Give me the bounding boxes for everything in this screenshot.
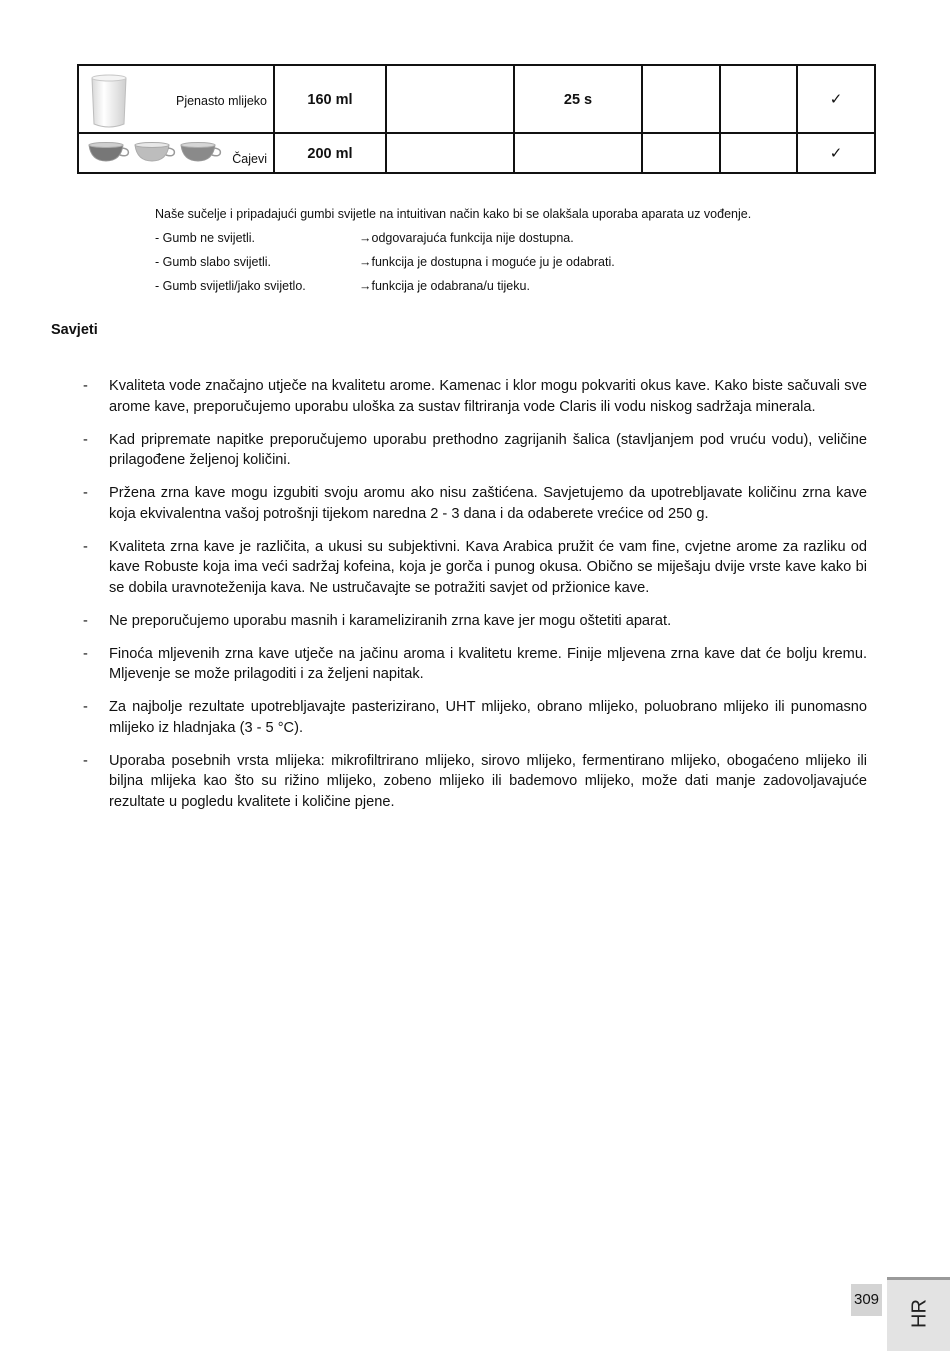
drink-name: Čajevi <box>232 152 267 166</box>
list-item <box>82 644 867 685</box>
tea-cups-icon <box>87 140 223 164</box>
tea-cup-icon <box>133 140 177 164</box>
legend-row <box>155 279 751 303</box>
list-dash: - <box>83 612 88 629</box>
tip-text: Kvaliteta vode značajno utječe na kvalitetu arome. Kamenac i klor mogu pokvariti okus kave. Kako biste sačuvali sve arome kave, preporučujemo uporabu uloška za sustav filtriranja vode Claris ili vodu niskog sadržaja minerala. <box>109 378 867 415</box>
legend-state: - Gumb ne svijetli. <box>155 231 256 245</box>
page-number: 309 <box>851 1284 882 1316</box>
latte-glass-icon <box>89 72 129 130</box>
section-title: Savjeti <box>51 322 98 338</box>
legend-meaning: →funkcija je odabrana/u tijeku. <box>359 279 530 293</box>
list-dash: - <box>83 485 88 501</box>
check-cell <box>797 65 875 133</box>
legend-row <box>155 255 751 279</box>
empty-cell <box>720 65 797 133</box>
list-dash: - <box>83 431 88 448</box>
tip-text: Uporaba posebnih vrsta mlijeka: mikrofiltrirano mlijeko, sirovo mlijeko, fermentirano mlijeko, obogaćeno mlijeko ili biljna mlijeka kao što su rižino mlijeko, zobeno mlijeko ili bademovo mlijeko, može dati manje zadovoljavajuće rezultate u pogledu kvalitete i količine pjene. <box>109 752 867 810</box>
list-dash: - <box>83 378 88 394</box>
empty-cell <box>386 65 514 133</box>
empty-cell <box>642 65 720 133</box>
table-row <box>78 133 875 173</box>
drink-name-cell <box>78 133 274 173</box>
legend-meaning: →funkcija je dostupna i moguće ju je odabrati. <box>359 255 615 269</box>
list-dash: - <box>83 699 88 715</box>
empty-cell <box>386 133 514 173</box>
legend-intro: Naše sučelje i pripadajući gumbi svijetle na intuitivan način kako bi se olakšala uporaba aparata uz vođenje. <box>155 207 752 221</box>
list-item <box>82 697 867 738</box>
tip-text: Pržena zrna kave mogu izgubiti svoju aromu ako nisu zaštićena. Savjetujemo da upotrebljavate količinu zrna kave koja ekvivalentna vašoj potrošnji tijekom naredna 2 - 3 dana i da odaberete vrećice od 250 g. <box>109 485 867 522</box>
language-tab <box>887 1277 950 1351</box>
quantity-cell <box>274 133 386 173</box>
empty-cell <box>720 133 797 173</box>
list-item <box>82 483 867 524</box>
legend-row <box>155 231 751 255</box>
drinks-table <box>77 64 876 174</box>
list-dash: - <box>83 645 88 662</box>
list-item <box>82 751 867 813</box>
checkmark-icon: ✓ <box>829 145 843 162</box>
tip-text: Ne preporučujemo uporabu masnih i karameliziranih zrna kave jer mogu oštetiti aparat. <box>109 612 672 629</box>
list-item <box>82 376 867 417</box>
list-item <box>82 537 867 599</box>
tip-text: Za najbolje rezultate upotrebljavajte pasterizirano, UHT mlijeko, obrano mlijeko, poluobrano mlijeko ili punomasno mlijeko iz hladnjaka (3 - 5 °C). <box>109 699 867 736</box>
drink-time: 25 s <box>563 91 593 108</box>
tip-text: Kvaliteta zrna kave je različita, a ukusi su subjektivni. Kava Arabica pružit će vam fine, cvjetne arome za razliku od kave Robuste koja ima veći sadržaj kofeina, koja je gorča i punog okusa. Obično se miješaju dvije vrste kave kako bi se dobila uravnoteženija kava. Ne ustručavajte se potražiti savjet od pržionice kave. <box>109 538 867 596</box>
tea-cup-icon <box>179 140 223 164</box>
list-dash: - <box>83 538 88 555</box>
drink-name-cell <box>78 65 274 133</box>
quantity-cell <box>274 65 386 133</box>
table-row <box>78 65 875 133</box>
check-cell <box>797 133 875 173</box>
tip-text: Finoća mljevenih zrna kave utječe na jačinu aroma i kvalitetu kreme. Finije mljevena zrna kave dat će bolju kremu. Mljevenje se može prilagoditi i za željeni napitak. <box>109 645 867 682</box>
tea-cup-icon <box>87 140 131 164</box>
legend-state: - Gumb slabo svijetli. <box>155 255 272 269</box>
list-item <box>82 611 867 632</box>
button-light-legend <box>155 207 751 303</box>
list-item <box>82 430 867 471</box>
legend-meaning: →odgovarajuća funkcija nije dostupna. <box>359 231 574 245</box>
tip-text: Kad pripremate napitke preporučujemo uporabu prethodno zagrijanih šalica (stavljanjem pod vruću vodu), veličine prilagođene željenoj količini. <box>109 431 867 468</box>
language-code: HR <box>908 1299 931 1328</box>
legend-state: - Gumb svijetli/jako svijetlo. <box>155 279 306 293</box>
drink-quantity: 160 ml <box>307 91 353 108</box>
time-cell <box>514 133 642 173</box>
checkmark-icon: ✓ <box>829 91 843 108</box>
tips-list <box>82 376 867 825</box>
empty-cell <box>642 133 720 173</box>
drink-name: Pjenasto mlijeko <box>175 94 267 108</box>
drink-quantity: 200 ml <box>307 145 353 162</box>
time-cell <box>514 65 642 133</box>
list-dash: - <box>83 752 88 769</box>
